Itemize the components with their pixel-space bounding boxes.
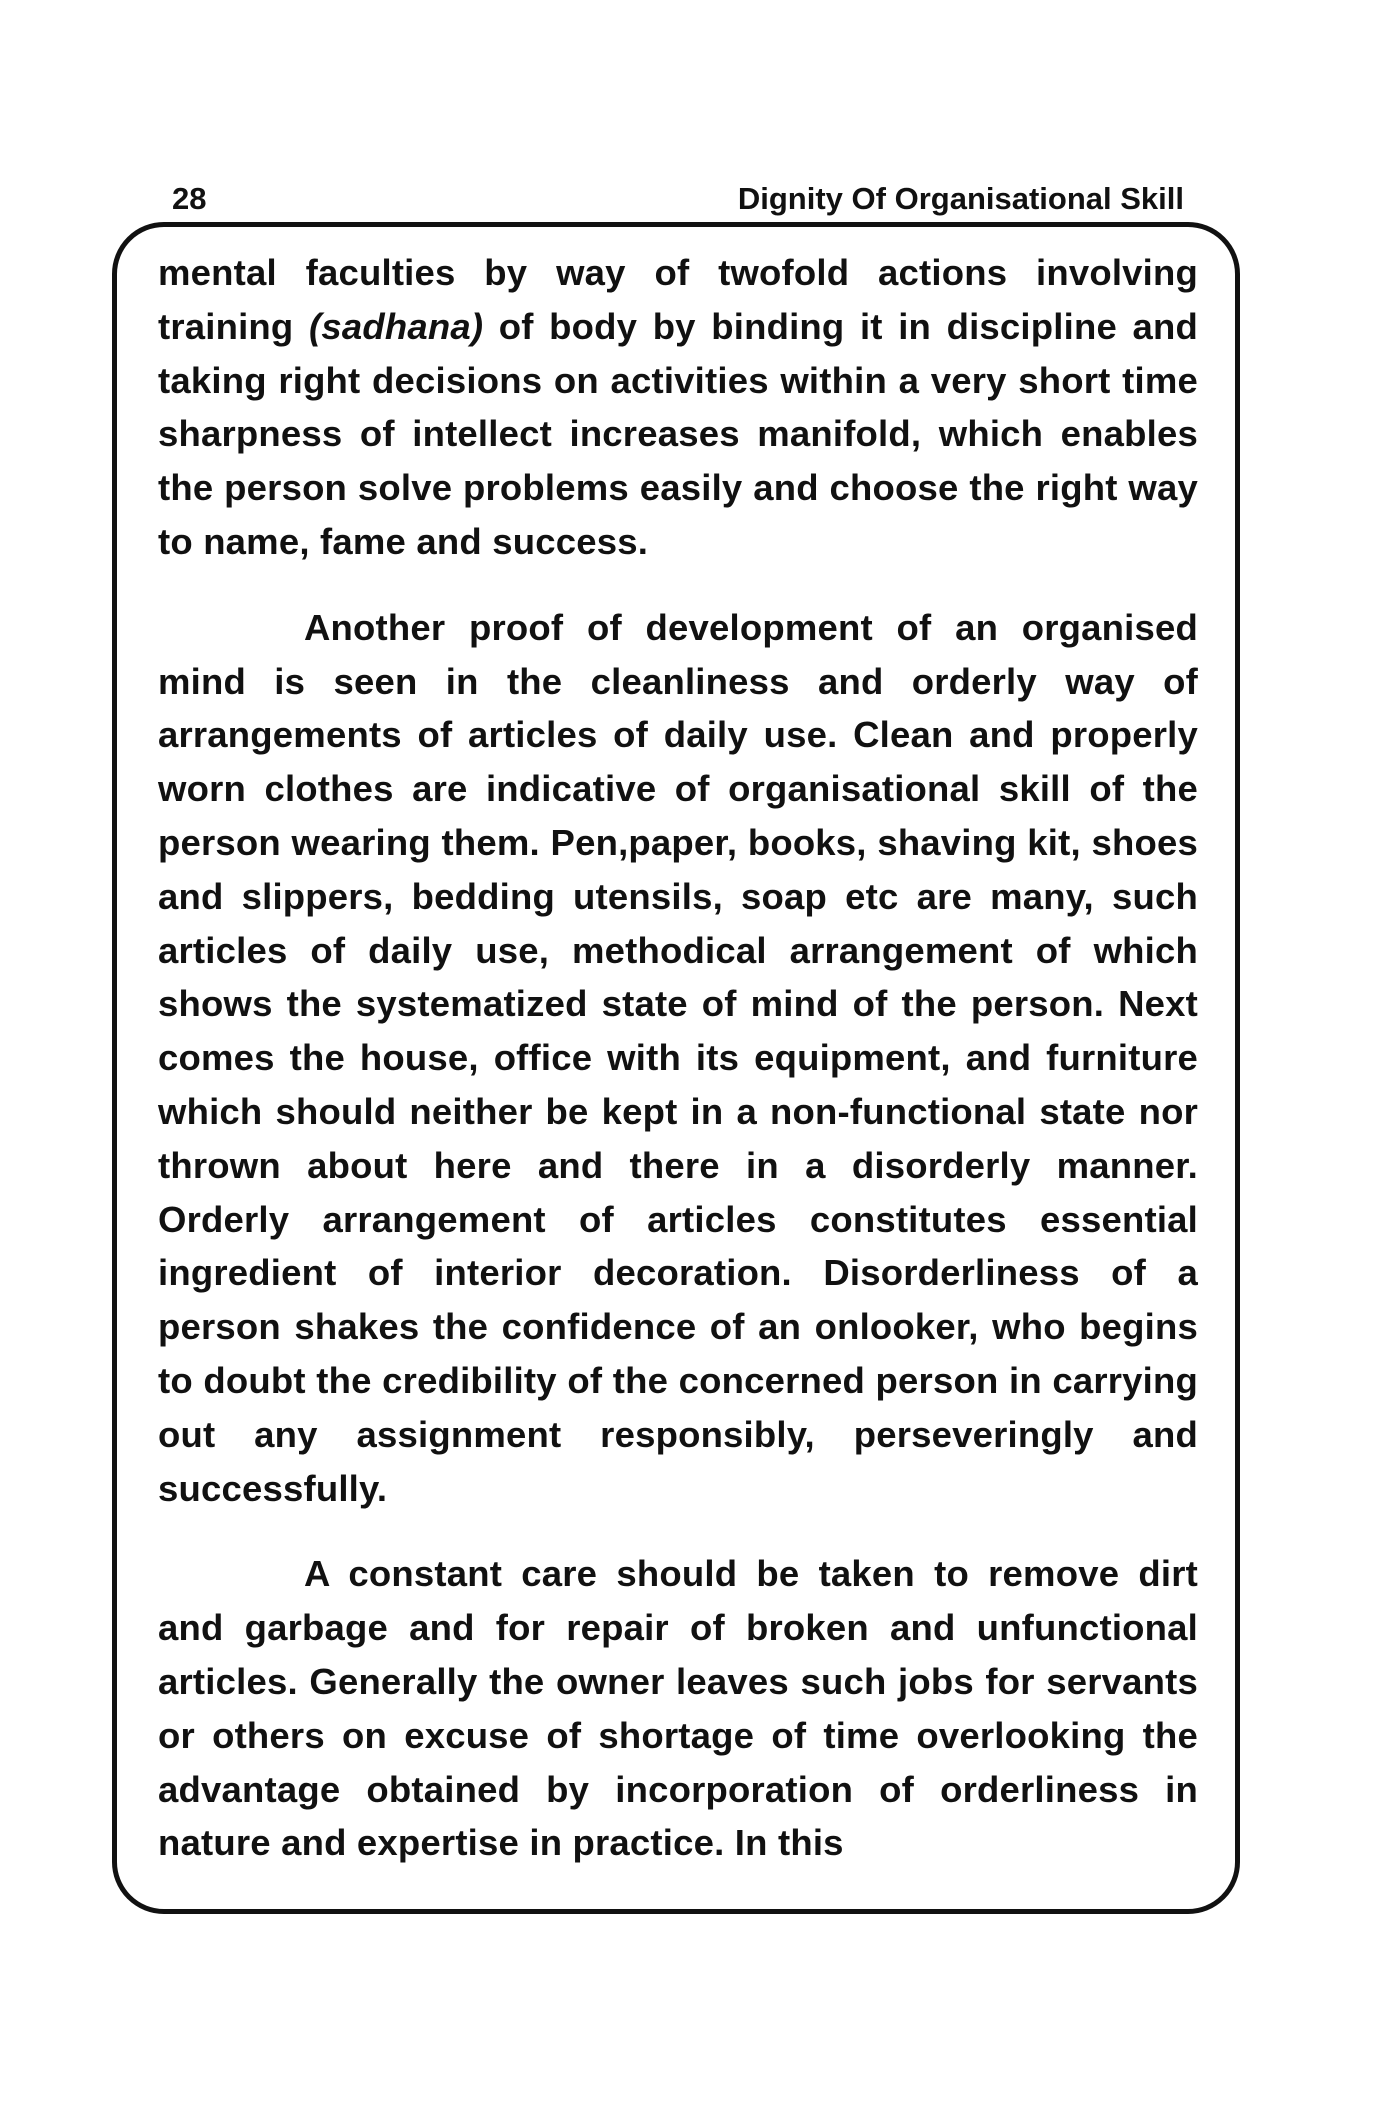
- page-header: [172, 176, 1184, 222]
- body-text: [158, 246, 1198, 1870]
- paragraph-1: [158, 246, 1198, 569]
- running-title: Dignity Of Organisational Skill: [737, 181, 1184, 216]
- page-number: 28: [172, 181, 207, 216]
- paragraph-3: A constant care should be taken to remove dirt and garbage and for repair of broken and unfunctional articles. Generally the owner leaves such jobs for servants or others on excuse of shortage of time overlooking the advantage obtained by incorporation of orderliness in nature and expertise in practice. In this: [158, 1553, 1198, 1864]
- paragraph-2: Another proof of development of an organised mind is seen in the cleanliness and orderly way of arrangements of articles of daily use. Clean and properly worn clothes are indicative of organisational skill of the person wearing them. Pen,paper, books, shaving kit, shoes and slippers, bedding utensils, soap etc are many, such articles of daily use, methodical arrangement of which shows the systematized state of mind of the person. Next comes the house, office with its equipment, and furniture which should neither be kept in a non-functional state nor thrown about here and there in a disorderly manner. Orderly arrangement of articles constitutes essential ingredient of interior decoration. Disorderliness of a person shakes the confidence of an onlooker, who begins to doubt the credibility of the concerned person in carrying out any assignment responsibly, perseveringly and successfully.: [158, 606, 1198, 1509]
- paragraph-1-end: of body by binding it in discipline and taking right decisions on activities within a very short time sharpness of intellect increases manifold, which enables the person solve problems easily and choose the right way to name, fame and success.: [158, 305, 1198, 562]
- sadhana-term: (sadhana): [308, 305, 484, 347]
- paragraph-1-start: mental faculties by way of twofold actions involving training: [158, 252, 1198, 347]
